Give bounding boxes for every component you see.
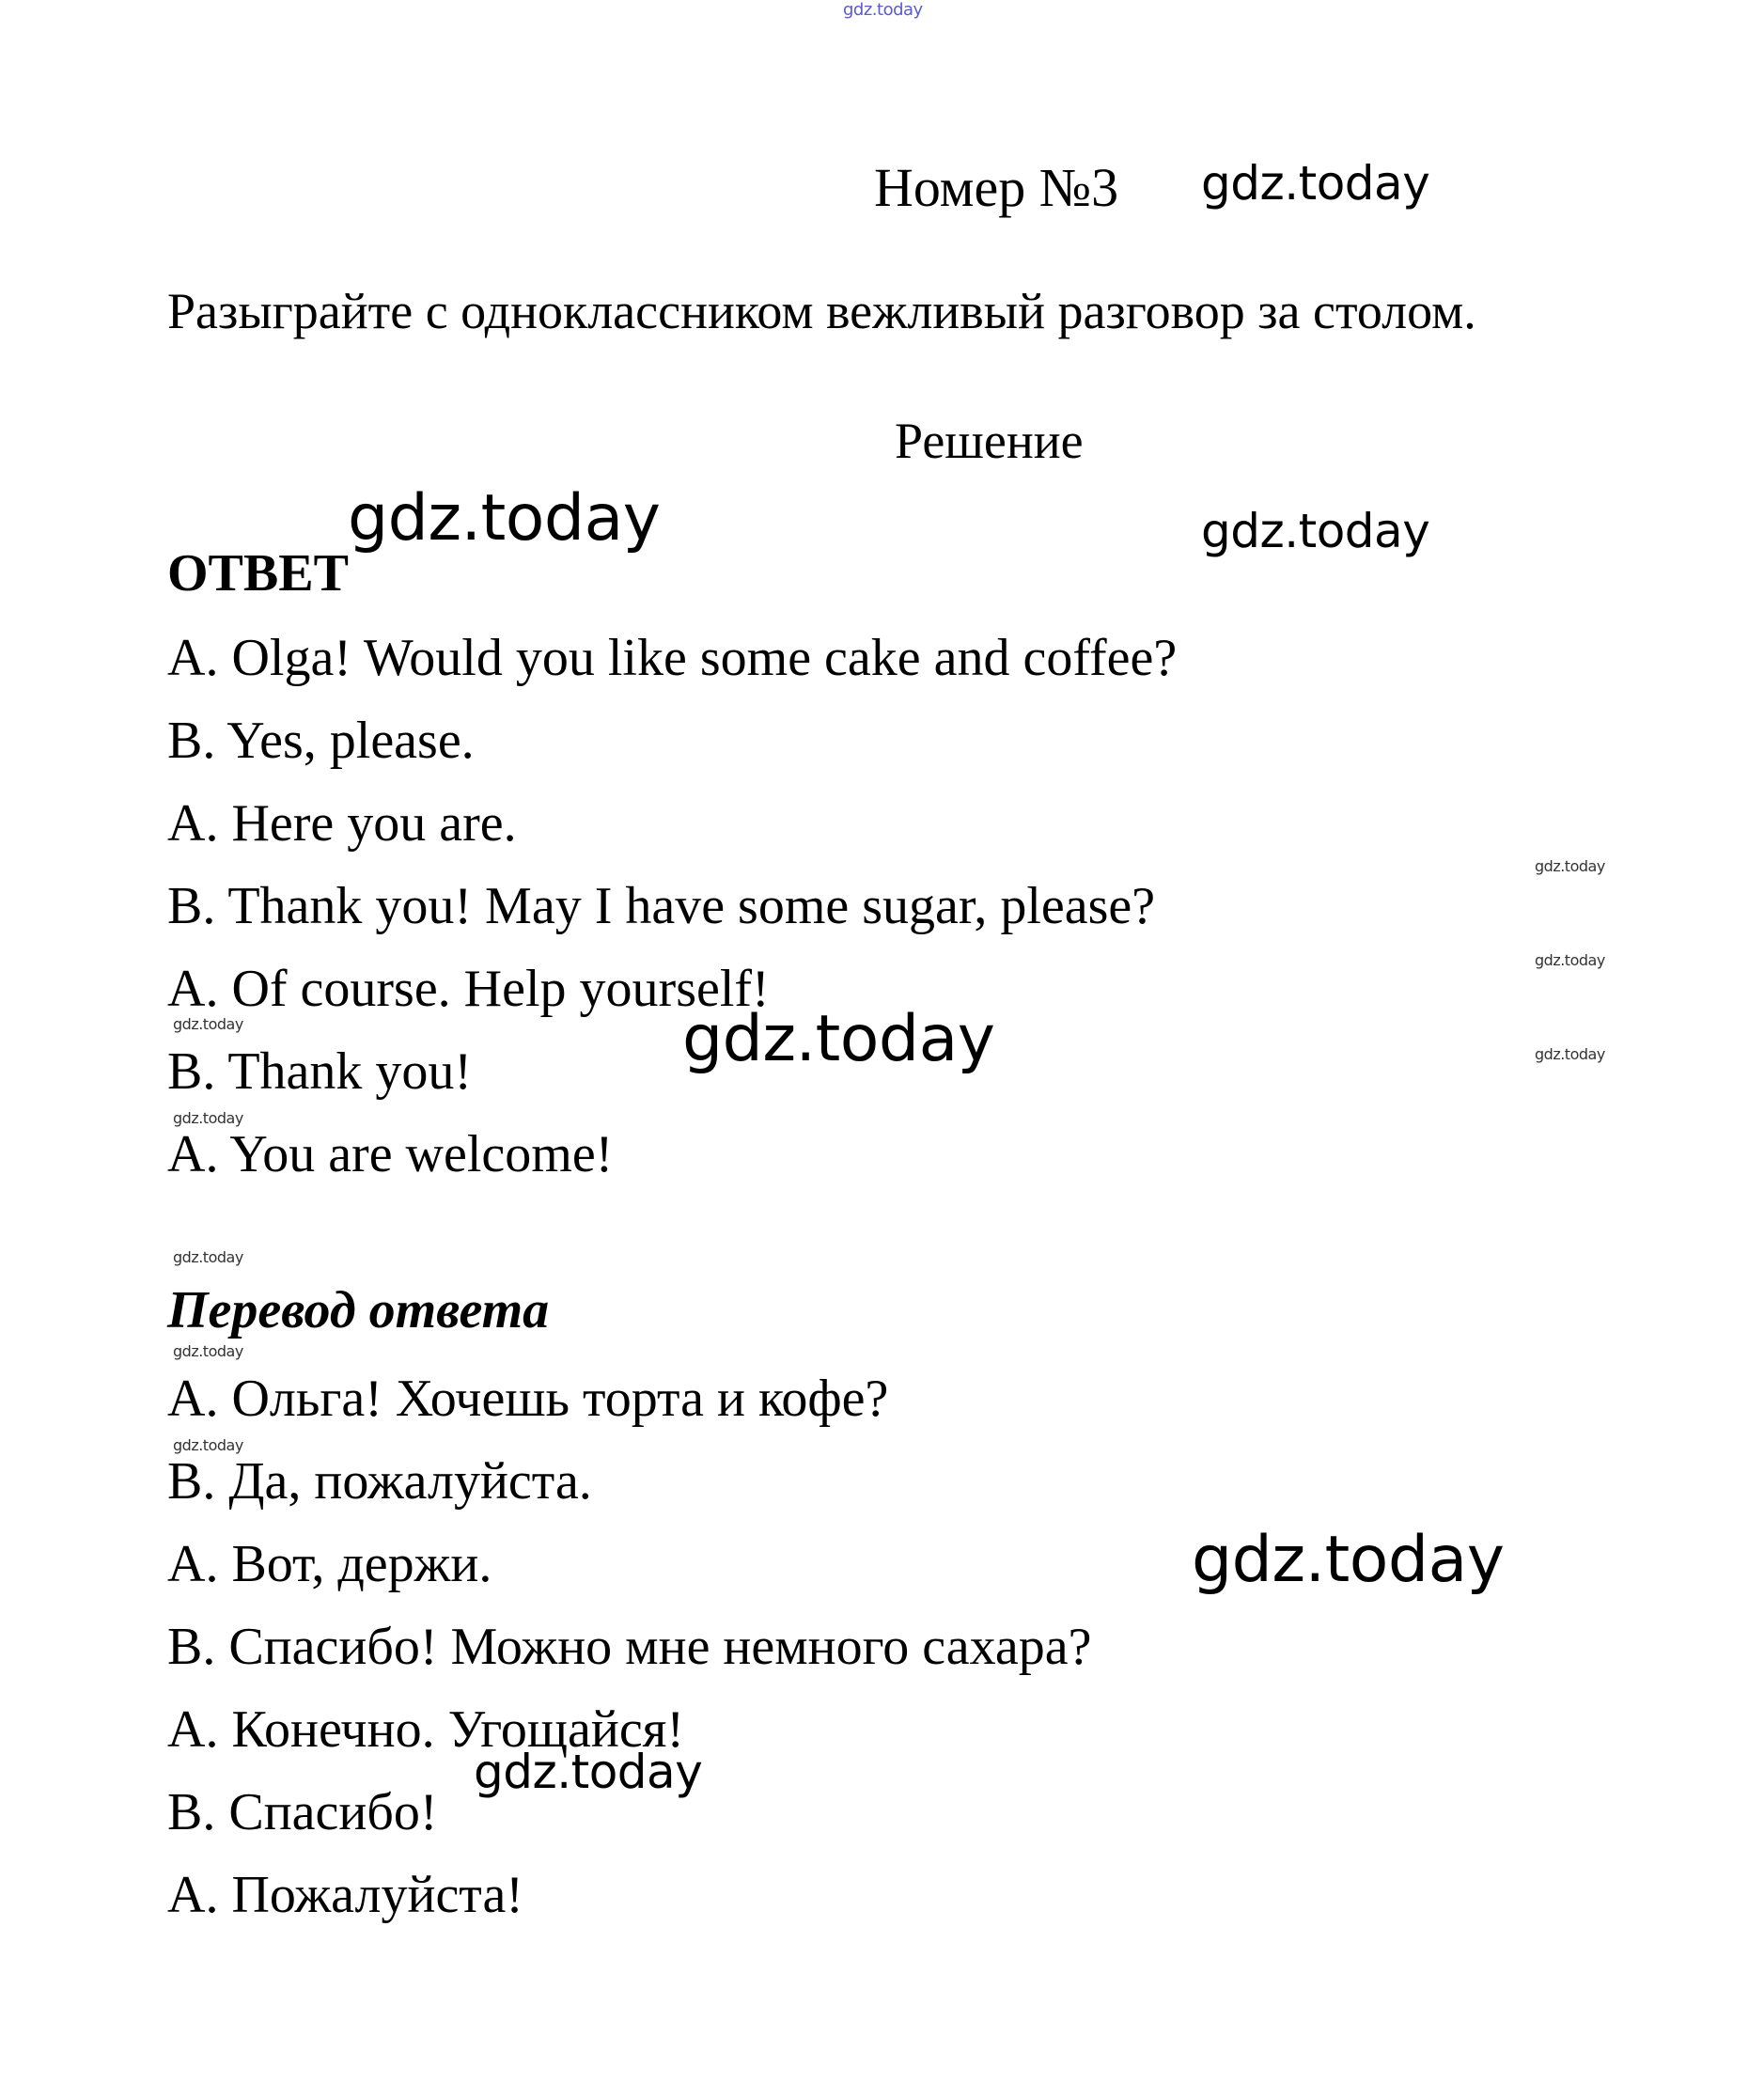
watermark-large-3: gdz.today: [1192, 1523, 1505, 1597]
watermark-small-5: gdz.today: [173, 1109, 243, 1127]
watermark-large-1: gdz.today: [348, 481, 661, 556]
translation-line-3: A. Вот, держи.: [167, 1535, 492, 1593]
watermark-small-7: gdz.today: [173, 1342, 243, 1360]
watermark-top: gdz.today: [843, 0, 923, 20]
answer-line-1: A. Olga! Would you like some cake and coffee?: [167, 629, 1178, 687]
translation-line-1: A. Ольга! Хочешь торта и кофе?: [167, 1370, 889, 1428]
answer-line-7: A. You are welcome!: [167, 1125, 614, 1183]
watermark-header: gdz.today: [1201, 156, 1430, 211]
page-title: Номер №3: [874, 157, 1119, 218]
answer-line-2: B. Yes, please.: [167, 712, 475, 770]
watermark-small-2: gdz.today: [1535, 951, 1605, 969]
translation-line-6: B. Спасибо!: [167, 1783, 438, 1841]
watermark-small-3: gdz.today: [1535, 1045, 1605, 1063]
watermark-small-1: gdz.today: [1535, 857, 1605, 875]
answer-line-5: A. Of course. Help yourself!: [167, 960, 770, 1018]
watermark-medium-2: gdz.today: [474, 1745, 703, 1799]
translation-line-7: A. Пожалуйста!: [167, 1866, 523, 1924]
solution-heading: Решение: [895, 413, 1084, 469]
answer-heading: ОТВЕТ: [167, 544, 349, 603]
answer-line-6: B. Thank you!: [167, 1042, 473, 1101]
watermark-small-6: gdz.today: [173, 1248, 243, 1266]
answer-line-3: A. Here you are.: [167, 794, 517, 853]
watermark-small-8: gdz.today: [173, 1436, 243, 1454]
translation-line-5: A. Конечно. Угощайся!: [167, 1700, 685, 1759]
translation-line-4: B. Спасибо! Можно мне немного сахара?: [167, 1618, 1092, 1676]
task-text: Разыграйте с одноклассником вежливый разговор за столом.: [167, 283, 1476, 339]
watermark-small-4: gdz.today: [173, 1015, 243, 1033]
watermark-large-2: gdz.today: [682, 1002, 995, 1076]
translation-heading: Перевод ответа: [167, 1281, 550, 1339]
answer-line-4: B. Thank you! May I have some sugar, please?: [167, 877, 1156, 935]
watermark-medium-1: gdz.today: [1201, 504, 1430, 558]
translation-line-2: B. Да, пожалуйста.: [167, 1452, 592, 1511]
